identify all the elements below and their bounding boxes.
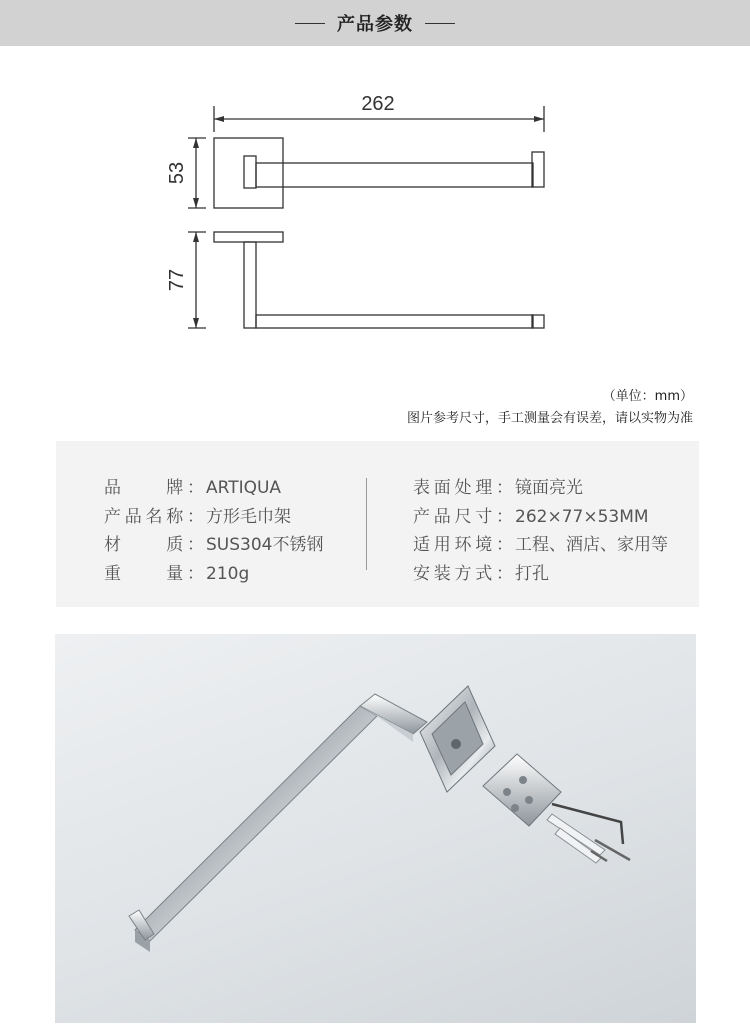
spec-row-weight	[104, 560, 323, 589]
spec-value: 210g	[206, 563, 250, 584]
section-header	[0, 0, 750, 46]
height-arrow-bottom	[193, 318, 199, 328]
spec-value: SUS304不锈钢	[206, 535, 324, 555]
spec-panel	[56, 441, 699, 607]
measurement-note: 图片参考尺寸，手工测量会有误差，请以实物为准	[406, 411, 693, 426]
depth-arrow-top	[193, 138, 199, 148]
width-arrow-left	[214, 116, 224, 122]
spec-row-name	[104, 503, 323, 532]
spec-key: 材 质：	[104, 535, 204, 555]
depth-arrow-bottom	[193, 198, 199, 208]
spec-key: 表面处理：	[413, 478, 513, 498]
front-view-end-cap	[532, 315, 544, 328]
spec-key: 产品名称：	[104, 506, 204, 527]
front-view-base-plate	[214, 232, 283, 242]
towel-bar-illustration	[55, 634, 696, 1023]
header-left-dash	[295, 23, 325, 24]
top-view-arm	[256, 163, 533, 187]
spec-value: 镜面亮光	[515, 478, 583, 498]
top-view-arm-stub	[244, 156, 256, 188]
spec-row-material	[104, 531, 323, 560]
spec-key: 品 牌：	[104, 478, 204, 498]
front-view-post	[244, 242, 256, 328]
spec-key: 产品尺寸：	[413, 506, 513, 527]
spec-key: 适用环境：	[413, 535, 513, 555]
spec-value: 262×77×53MM	[515, 506, 649, 527]
spec-column-left	[104, 474, 323, 588]
spec-row-brand	[104, 474, 323, 503]
wall-plate	[483, 754, 561, 826]
wall-plate-hole	[503, 788, 511, 796]
top-view-end-cap	[532, 152, 544, 187]
top-view-base-plate	[214, 138, 283, 208]
spec-value: 方形毛巾架	[206, 506, 291, 527]
towel-bar-arm	[135, 706, 377, 941]
wall-plate-hole	[511, 804, 519, 812]
height-arrow-top	[193, 232, 199, 242]
spec-row-install	[413, 560, 668, 589]
spec-row-size	[413, 503, 668, 532]
header-right-dash	[425, 23, 455, 24]
section-title: 产品参数	[337, 14, 413, 35]
spec-key: 重 量：	[104, 563, 204, 584]
dimension-drawing	[0, 60, 750, 360]
width-arrow-right	[534, 116, 544, 122]
depth-label: 53	[166, 161, 188, 185]
front-view-arm	[256, 315, 533, 328]
spec-divider	[366, 478, 367, 570]
spec-value: 工程、酒店、家用等	[515, 535, 668, 555]
spec-key: 安装方式：	[413, 563, 513, 584]
spec-value: ARTIQUA	[206, 478, 282, 498]
spec-column-right	[413, 474, 668, 588]
unit-note: （单位：mm）	[602, 389, 693, 404]
mounting-screw	[451, 739, 461, 749]
wall-plate-hole	[525, 796, 533, 804]
spec-row-usage	[413, 531, 668, 560]
width-label: 262	[361, 93, 395, 115]
height-label: 77	[166, 268, 188, 292]
wall-plate-hole	[519, 776, 527, 784]
spec-value: 打孔	[515, 563, 549, 584]
product-photo	[55, 634, 696, 1023]
spec-row-finish	[413, 474, 668, 503]
